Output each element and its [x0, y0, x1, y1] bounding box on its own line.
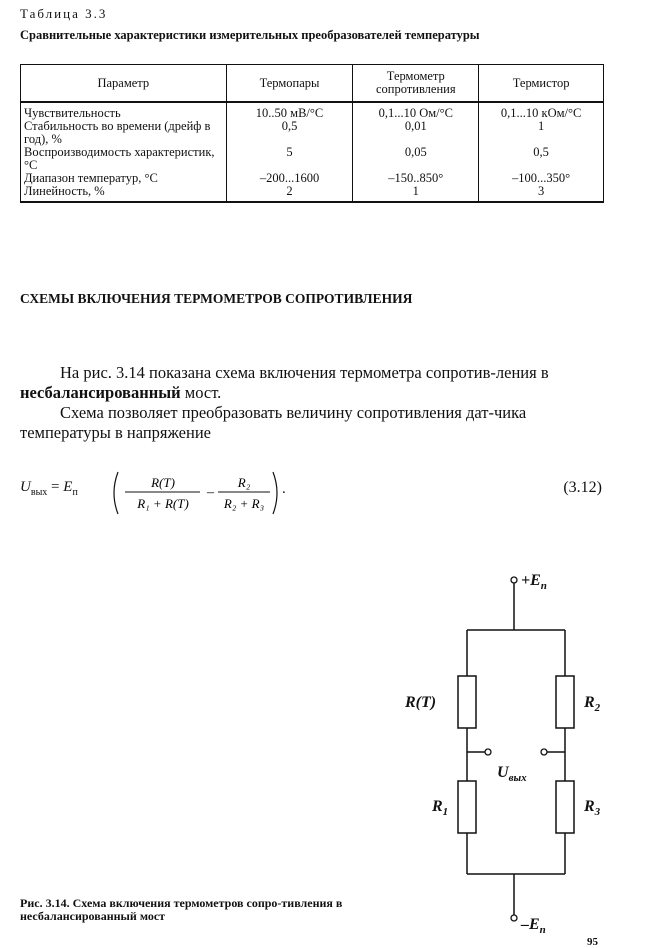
- figure-caption: Рис. 3.14. Схема включения термометров сопро-тивления в несбалансированный мост: [20, 896, 343, 923]
- table-title: Сравнительные характеристики измерительных преобразователей температуры: [20, 28, 480, 42]
- terminal-minus: [511, 915, 517, 921]
- formula-factor-sub: п: [72, 487, 78, 498]
- formula-minus: –: [207, 485, 214, 500]
- paragraph-2: Схема позволяет преобразовать величину сопротивления дат-чика температуры в напряжение: [20, 403, 527, 442]
- header-thermistor: Термистор: [479, 65, 604, 103]
- paragraph-1-text: На рис. 3.14 показана схема включения термометра сопротив-ления в: [60, 363, 549, 382]
- param-name: Воспроизводимость характеристик, °С: [21, 146, 227, 172]
- table-label: Таблица 3.3: [20, 6, 108, 21]
- resistance-thermometer-value: –150..850°: [353, 172, 479, 185]
- thermistor-value: –100...350°: [479, 172, 604, 185]
- resistor-r1: [458, 781, 476, 833]
- thermocouple-value: 0,5: [226, 120, 353, 146]
- resistance-thermometer-value: 1: [353, 185, 479, 202]
- thermocouple-value: 5: [226, 146, 353, 172]
- thermistor-value: 0,5: [479, 146, 604, 172]
- r3-label: $R_3$: [584, 798, 601, 818]
- fraction-2-numerator: R₂: [237, 475, 251, 490]
- header-parameter: Параметр: [21, 65, 227, 103]
- resistance-thermometer-value: 0,01: [353, 120, 479, 146]
- formula-period: .: [282, 481, 286, 497]
- output-terminal-right: [541, 749, 547, 755]
- header-thermocouples: Термопары: [226, 65, 353, 103]
- thermistor-value: 1: [479, 120, 604, 146]
- circuit-wires: [467, 583, 565, 915]
- terminal-plus: [511, 577, 517, 583]
- formula-factor: E: [63, 479, 73, 495]
- param-name: Линейность, %: [21, 185, 227, 202]
- r2-label: $R_2$: [584, 694, 601, 714]
- output-voltage-label: $U_{вых}$: [497, 764, 527, 784]
- paragraph-1-bold: несбалансированный: [20, 383, 181, 402]
- section-heading: СХЕМЫ ВКЛЮЧЕНИЯ ТЕРМОМЕТРОВ СОПРОТИВЛЕНИЯ: [20, 291, 413, 306]
- formula-lhs: U: [20, 479, 31, 495]
- thermocouple-value: –200...1600: [226, 172, 353, 185]
- output-terminal-left: [485, 749, 491, 755]
- param-name: Стабильность во времени (дрейф в год), %: [21, 120, 227, 146]
- header-resistance-thermometer: Термометр сопротивления: [353, 65, 479, 103]
- param-name: Диапазон температур, °С: [21, 172, 227, 185]
- page-number: 95: [587, 936, 598, 948]
- thermistor-value: 0,1...10 кОм/°С: [479, 102, 604, 120]
- fraction-1-numerator: R(T): [151, 475, 175, 490]
- r1-label: $R_1$: [432, 798, 449, 818]
- resistor-r3: [556, 781, 574, 833]
- plus-supply-label: $+E_п$: [521, 572, 547, 592]
- resistor-r2: [556, 676, 574, 728]
- resistor-rt: [458, 676, 476, 728]
- thermocouple-value: 10..50 мВ/°С: [226, 102, 353, 120]
- formula-eq: =: [47, 479, 64, 495]
- formula-lhs-sub: вых: [30, 487, 48, 498]
- fraction-1-denominator: R₁ + R(T): [137, 496, 189, 511]
- paragraph-1-end: мост.: [180, 383, 222, 402]
- param-name: Чувствительность: [21, 102, 227, 120]
- minus-supply-label: $-E_п$: [521, 916, 546, 936]
- thermocouple-value: 2: [226, 185, 353, 202]
- resistance-thermometer-value: 0,1...10 Ом/°С: [353, 102, 479, 120]
- rt-label: R(T): [405, 694, 437, 711]
- equation-number: (3.12): [563, 479, 602, 496]
- fraction-2-denominator: R₂ + R₃: [223, 496, 265, 511]
- thermistor-value: 3: [479, 185, 604, 202]
- resistance-thermometer-value: 0,05: [353, 146, 479, 172]
